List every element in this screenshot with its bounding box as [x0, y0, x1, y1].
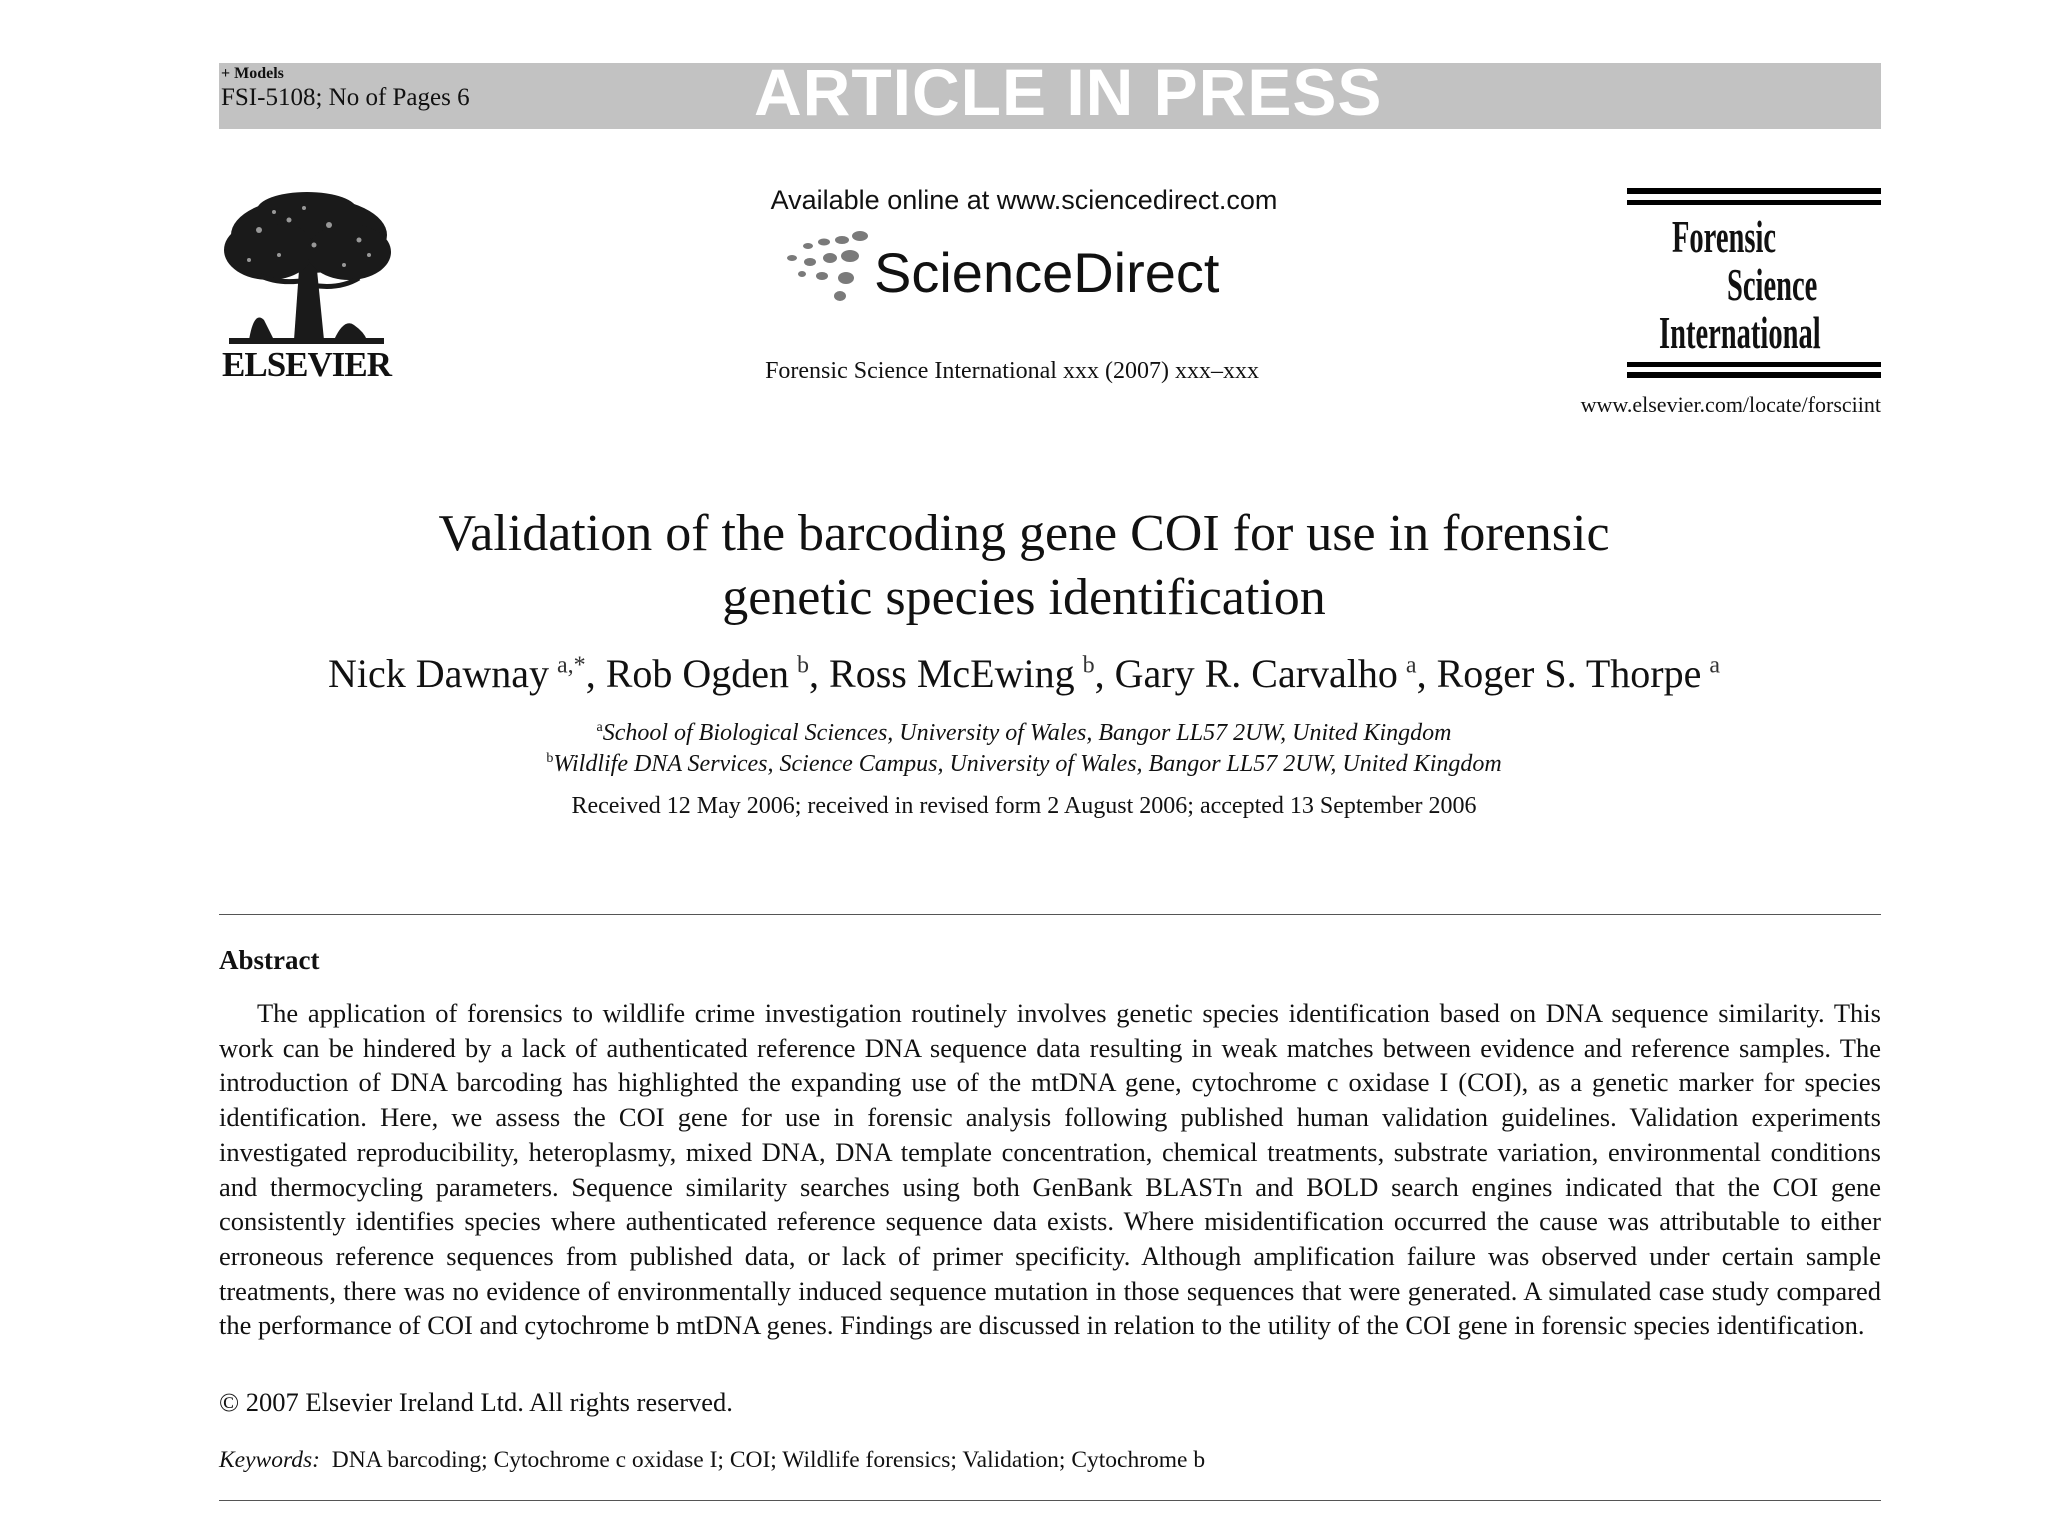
elsevier-wordmark: ELSEVIER: [222, 345, 392, 384]
fsi-journal-logo: [1627, 188, 1881, 380]
author-affiliation-mark: b: [1082, 652, 1095, 679]
abstract-heading: Abstract: [219, 945, 320, 975]
models-label: + Models: [221, 65, 284, 82]
journal-url: www.elsevier.com/locate/forsciint: [1580, 392, 1881, 417]
keywords-text: DNA barcoding; Cytochrome c oxidase I; COI; Wildlife forensics; Validation; Cytochrome b: [331, 1447, 1206, 1473]
sciencedirect-dots-icon: [762, 224, 882, 304]
copyright-notice: © 2007 Elsevier Ireland Ltd. All rights reserved.: [219, 1387, 733, 1417]
divider-top: [219, 914, 1881, 915]
article-title: [0, 502, 2048, 630]
affiliation-text: Wildlife DNA Services, Science Campus, University of Wales, Bangor LL57 2UW, United Kingdom: [553, 751, 1502, 777]
logo-line-forensic: Forensic: [1672, 211, 1777, 262]
logo-bar-bottom: [1627, 362, 1881, 367]
author-name: Rob Ogden: [605, 651, 790, 696]
logo-bar-top: [1627, 188, 1881, 194]
article-in-press-text: ARTICLE IN PRESS: [754, 55, 1383, 129]
title-line-1: Validation of the barcoding gene COI for use in forensic: [438, 505, 1610, 562]
keywords-label: Keywords:: [219, 1447, 320, 1473]
received-dates: Received 12 May 2006; received in revised form 2 August 2006; accepted 13 September 2006: [571, 793, 1477, 819]
author-name: Nick Dawnay: [327, 651, 550, 696]
author-affiliation-mark: b: [797, 652, 810, 679]
logo-bar-top2: [1627, 200, 1881, 205]
manuscript-info: [221, 66, 470, 111]
divider-bottom: [219, 1500, 1881, 1501]
keywords: [219, 1447, 1205, 1474]
logo-line-international: International: [1659, 307, 1821, 358]
author-name: Ross McEwing: [829, 651, 1075, 696]
author-list: Nick Dawnay $^{a,*}$, Rob Ogden $^b$, Ross McEwing $^b$, Gary R. Carvalho $^a$, Roger S. Thorpe $^a$: [327, 651, 1721, 696]
author-affiliation-mark: a: [1709, 652, 1721, 679]
available-online-text: Available online at www.sciencedirect.com: [770, 185, 1278, 215]
journal-citation: Forensic Science International xxx (2007) xxx–xxx: [765, 358, 1259, 384]
title-line-2: genetic species identification: [722, 569, 1326, 626]
author-affiliation-mark: a: [1405, 652, 1417, 679]
affiliation-mark: b: [546, 751, 554, 766]
author-name: Roger S. Thorpe: [1436, 651, 1702, 696]
abstract-body: The application of forensics to wildlife crime investigation routinely involves genetic species identification based on DNA sequence similarity. This work can be hindered by a lack of authenticated reference DNA sequence data resulting in weak matches between evidence and reference samples. The introduction of DNA barcoding has highlighted the expanding use of the mtDNA gene, cytochrome c oxidase I (COI), as a genetic marker for species identification. Here, we assess the COI gene for use in forensic analysis following published human validation guidelines. Validation experiments investigated reproducibility, heteroplasmy, mixed DNA, DNA template concentration, chemical treatments, substrate variation, environmental conditions and thermocycling parameters. Sequence similarity searches using both GenBank BLASTn and BOLD search engines indicated that the COI gene consistently identifies species where authenticated reference sequence data exists. Where misidentification occurred the cause was attributable to either erroneous reference sequences from published data, or lack of primer specificity. Although amplification failure was observed under certain sample treatments, there was no evidence of environmentally induced sequence mutation in those sequences that were generated. A simulated case study compared the performance of COI and cytochrome b mtDNA genes. Findings are discussed in relation to the utility of the COI gene in forensic species identification.: [219, 998, 1881, 1341]
affiliation-text: School of Biological Sciences, University of Wales, Bangor LL57 2UW, United Kingdom: [602, 720, 1452, 746]
author-name: Gary R. Carvalho: [1114, 651, 1398, 696]
affiliation-b: [0, 751, 2048, 778]
author-affiliation-mark: a,*: [557, 652, 586, 679]
affiliation-mark: a: [596, 720, 603, 735]
sciencedirect-wordmark: ScienceDirect: [874, 241, 1220, 304]
document-id: FSI-5108; No of Pages 6: [221, 83, 470, 111]
affiliation-a: [0, 720, 2048, 747]
article-in-press-banner: [219, 55, 1881, 129]
logo-line-science: Science: [1727, 259, 1818, 310]
logo-bar-bottom2: [1627, 372, 1881, 378]
